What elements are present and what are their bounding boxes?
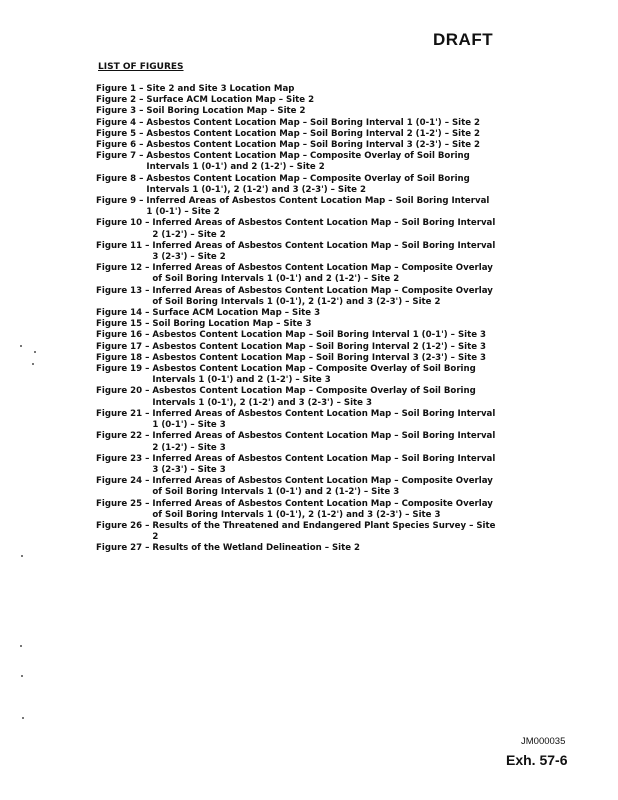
figure-label: Figure 12 – <box>96 263 150 274</box>
figure-label: Figure 15 – <box>96 319 150 330</box>
figure-list-item <box>96 330 496 341</box>
figure-list-item <box>96 140 496 151</box>
bates-number: JM000035 <box>521 736 566 747</box>
figure-label: Figure 17 – <box>96 341 150 352</box>
figure-label: Figure 21 – <box>96 408 150 419</box>
figure-title: Asbestos Content Location Map – Composite Overlay of Soil Boring Intervals 1 (0-1') and 2 (1-2') – Site 2 <box>146 151 470 173</box>
figure-title: Site 2 and Site 3 Location Map <box>146 84 295 94</box>
figure-label: Figure 5 – <box>96 128 144 139</box>
figure-label: Figure 3 – <box>96 106 144 117</box>
figure-title: Inferred Areas of Asbestos Content Location Map – Soil Boring Interval 1 (0-1') – Site 2 <box>146 196 490 218</box>
figure-list-item <box>96 151 496 173</box>
figure-label: Figure 25 – <box>96 498 150 509</box>
figure-list-item <box>96 543 496 554</box>
figure-title: Inferred Areas of Asbestos Content Location Map – Soil Boring Interval 3 (2-3') – Site 3 <box>152 453 496 475</box>
figure-title: Inferred Areas of Asbestos Content Location Map – Composite Overlay of Soil Boring Intervals 1 (0-1') and 2 (1-2') – Site 2 <box>152 263 493 285</box>
figure-label: Figure 26 – <box>96 520 150 531</box>
exhibit-label: Exh. 57-6 <box>506 752 568 768</box>
figure-label: Figure 1 – <box>96 84 144 94</box>
figure-list-item <box>96 106 496 117</box>
figure-list-item <box>96 342 496 353</box>
figure-list-item <box>96 476 496 498</box>
figure-label: Figure 2 – <box>96 95 144 106</box>
figure-label: Figure 18 – <box>96 352 150 363</box>
figure-label: Figure 14 – <box>96 308 150 319</box>
figure-label: Figure 8 – <box>96 173 144 184</box>
figure-title: Asbestos Content Location Map – Soil Boring Interval 1 (0-1') – Site 3 <box>152 330 487 341</box>
figure-label: Figure 4 – <box>96 117 144 128</box>
figure-list-item <box>96 241 496 263</box>
figure-title: Asbestos Content Location Map – Composite Overlay of Soil Boring Intervals 1 (0-1') and 2 (1-2') – Site 3 <box>152 364 476 386</box>
figure-list-item <box>96 196 496 218</box>
figure-list-item <box>96 308 496 319</box>
figure-list-item <box>96 263 496 285</box>
figure-title: Inferred Areas of Asbestos Content Location Map – Soil Boring Interval 2 (1-2') – Site 3 <box>152 431 496 453</box>
figure-title: Soil Boring Location Map – Site 3 <box>152 319 312 330</box>
figure-list-item <box>96 499 496 521</box>
figure-label: Figure 7 – <box>96 151 144 162</box>
figure-title: Asbestos Content Location Map – Composite Overlay of Soil Boring Intervals 1 (0-1'), 2 (1-2') and 3 (2-3') – Site 2 <box>146 173 470 195</box>
figure-list-item <box>96 174 496 196</box>
figure-list-item <box>96 431 496 453</box>
figure-list-item <box>96 409 496 431</box>
figure-list <box>96 84 496 555</box>
figure-label: Figure 6 – <box>96 140 144 151</box>
list-of-figures-heading: LIST OF FIGURES <box>98 62 184 72</box>
figure-title: Inferred Areas of Asbestos Content Location Map – Soil Boring Interval 3 (2-3') – Site 2 <box>152 240 496 263</box>
draft-stamp: DRAFT <box>433 30 494 49</box>
figure-label: Figure 22 – <box>96 431 150 442</box>
figure-title: Inferred Areas of Asbestos Content Location Map – Soil Boring Interval 1 (0-1') – Site 3 <box>152 408 496 431</box>
figure-list-item <box>96 286 496 308</box>
figure-title: Inferred Areas of Asbestos Content Location Map – Composite Overlay of Soil Boring Intervals 1 (0-1') and 2 (1-2') – Site 3 <box>152 476 493 498</box>
figure-list-item <box>96 521 496 543</box>
figure-label: Figure 10 – <box>96 218 150 229</box>
figure-title: Results of the Wetland Delineation – Site 2 <box>152 543 361 554</box>
figure-title: Soil Boring Location Map – Site 2 <box>146 106 306 117</box>
figure-list-item <box>96 118 496 129</box>
figure-title: Inferred Areas of Asbestos Content Location Map – Soil Boring Interval 2 (1-2') – Site 2 <box>152 218 496 240</box>
figure-label: Figure 19 – <box>96 364 150 375</box>
figure-label: Figure 9 – <box>96 196 144 207</box>
figure-list-item <box>96 353 496 364</box>
figure-label: Figure 24 – <box>96 476 150 487</box>
figure-list-item <box>96 319 496 330</box>
figure-label: Figure 20 – <box>96 386 150 397</box>
figure-label: Figure 16 – <box>96 330 150 341</box>
figure-label: Figure 23 – <box>96 453 150 464</box>
figure-title: Asbestos Content Location Map – Composite Overlay of Soil Boring Intervals 1 (0-1'), 2 (1-2') and 3 (2-3') – Site 3 <box>152 386 476 408</box>
figure-title: Asbestos Content Location Map – Soil Boring Interval 2 (1-2') – Site 2 <box>146 128 481 139</box>
figure-list-item <box>96 364 496 386</box>
scan-margin-specks <box>18 345 38 725</box>
figure-title: Asbestos Content Location Map – Soil Boring Interval 3 (2-3') – Site 3 <box>152 352 487 363</box>
figure-list-item <box>96 84 496 95</box>
figure-title: Inferred Areas of Asbestos Content Location Map – Composite Overlay of Soil Boring Intervals 1 (0-1'), 2 (1-2') and 3 (2-3') – Site 3 <box>152 498 493 520</box>
figure-list-item <box>96 129 496 140</box>
figure-title: Asbestos Content Location Map – Soil Boring Interval 3 (2-3') – Site 2 <box>146 140 481 151</box>
figure-title: Asbestos Content Location Map – Soil Boring Interval 2 (1-2') – Site 3 <box>152 341 487 352</box>
figure-title: Surface ACM Location Map – Site 3 <box>152 308 321 319</box>
figure-title: Surface ACM Location Map – Site 2 <box>146 95 315 106</box>
figure-list-item <box>96 454 496 476</box>
figure-label: Figure 11 – <box>96 240 150 251</box>
figure-title: Asbestos Content Location Map – Soil Boring Interval 1 (0-1') – Site 2 <box>146 117 481 128</box>
figure-label: Figure 27 – <box>96 543 150 554</box>
figure-list-item <box>96 218 496 240</box>
figure-label: Figure 13 – <box>96 285 150 296</box>
figure-title: Inferred Areas of Asbestos Content Location Map – Composite Overlay of Soil Boring Intervals 1 (0-1'), 2 (1-2') and 3 (2-3') – Site 2 <box>152 285 493 307</box>
figure-list-item <box>96 95 496 106</box>
figure-title: Results of the Threatened and Endangered Plant Species Survey – Site 2 <box>152 520 496 543</box>
figure-list-item <box>96 386 496 408</box>
